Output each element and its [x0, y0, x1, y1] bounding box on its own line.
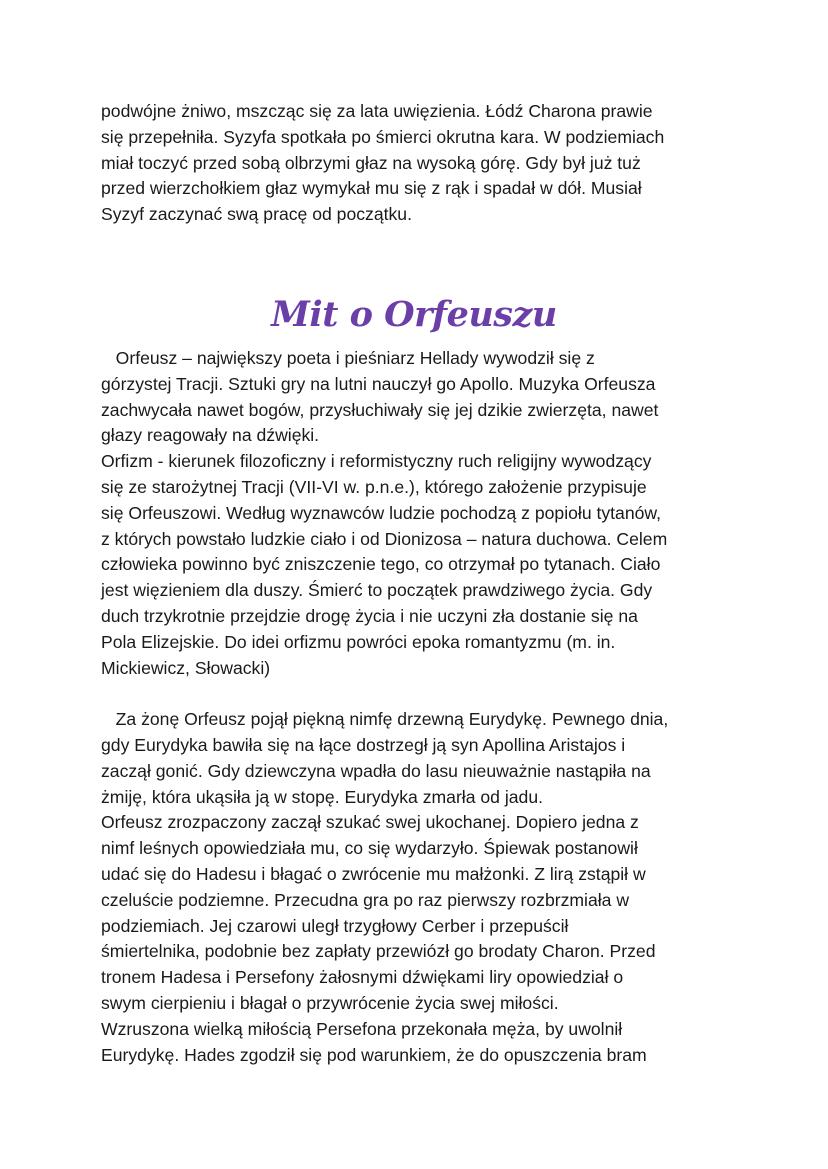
text-line: Mickiewicz, Słowacki) — [101, 657, 271, 678]
text-line: Syzyf zaczynać swą pracę od początku. — [101, 204, 412, 225]
text-line: udać się do Hadesu i błagać o zwrócenie mu małżonki. Z lirą zstąpił w — [101, 863, 646, 884]
paragraph-5 — [101, 1017, 741, 1069]
text-line: zachwycała nawet bogów, przysłuchiwały się jej dzikie zwierzęta, nawet — [101, 399, 659, 420]
text-line: miał toczyć przed sobą olbrzymi głaz na wysoką górę. Gdy był już tuż — [101, 152, 641, 173]
text-line: czeluście podziemne. Przecudna gra po raz pierwszy rozbrzmiała w — [101, 889, 630, 910]
paragraph-4 — [101, 810, 741, 1016]
text-line: z których powstało ludzkie ciało i od Dionizosa – natura duchowa. Celem — [101, 528, 668, 549]
text-line: Za żonę Orfeusz pojął piękną nimfę drzewną Eurydykę. Pewnego dnia, — [101, 709, 669, 730]
paragraph-1 — [101, 346, 741, 449]
text-line: żmiję, która ukąsiła ją w stopę. Eurydyka zmarła od jadu. — [101, 786, 543, 807]
paragraph-3 — [101, 707, 741, 810]
text-line: podwójne żniwo, mszcząc się za lata uwięzienia. Łódź Charona prawie — [101, 101, 653, 121]
paragraph-2 — [101, 449, 741, 681]
text-line: przed wierzchołkiem głaz wymykał mu się z rąk i spadał w dół. Musiał — [101, 178, 642, 199]
text-line: gdy Eurydyka bawiła się na łące dostrzegł ją syn Apollina Aristajos i — [101, 734, 626, 755]
text-line: Wzruszona wielką miłością Persefona przekonała męża, by uwolnił — [101, 1018, 623, 1039]
text-line: nimf leśnych opowiedziała mu, co się wydarzyło. Śpiewak postanowił — [101, 838, 638, 859]
text-line: duch trzykrotnie przejdzie drogę życia i nie uczyni zła dostanie się na — [101, 605, 638, 626]
text-line: tronem Hadesa i Persefony żałosnymi dźwiękami liry opowiedział o — [101, 967, 624, 988]
text-line: się Orfeuszowi. Według wyznawców ludzie pochodzą z popiołu tytanów, — [101, 502, 662, 523]
text-line: głazy reagowały na dźwięki. — [101, 425, 320, 446]
text-line: swym cierpieniu i błagał o przywrócenie życia swej miłości. — [101, 992, 559, 1013]
text-line: Orfeusz – największy poeta i pieśniarz Hellady wywodził się z — [101, 348, 595, 368]
text-line: górzystej Tracji. Sztuki gry na lutni nauczył go Apollo. Muzyka Orfeusza — [101, 373, 656, 394]
paragraph-spacer — [101, 681, 741, 707]
section-body — [101, 346, 741, 1068]
intro-paragraph — [101, 99, 741, 228]
section-title: Mit o Orfeuszu — [271, 294, 557, 335]
text-line: się ze starożytnej Tracji (VII-VI w. p.n.e.), którego założenie przypisuje — [101, 476, 647, 497]
text-line: się przepełniła. Syzyfa spotkała po śmierci okrutna kara. W podziemiach — [101, 126, 665, 147]
text-line: człowieka powinno być zniszczenie tego, co otrzymał po tytanach. Ciało — [101, 554, 661, 575]
text-line: śmiertelnika, podobnie bez zapłaty przewiózł go brodaty Charon. Przed — [101, 941, 656, 962]
text-line: zaczął gonić. Gdy dziewczyna wpadła do lasu nieuważnie nastąpiła na — [101, 760, 651, 781]
text-line: jest więzieniem dla duszy. Śmierć to początek prawdziwego życia. Gdy — [101, 580, 653, 601]
text-line: Orfizm - kierunek filozoficzny i reformistyczny ruch religijny wywodzący — [101, 451, 652, 472]
text-line: podziemiach. Jej czarowi uległ trzygłowy Cerber i przepuścił — [101, 915, 569, 936]
text-line: Pola Elizejskie. Do idei orfizmu powróci epoka romantyzmu (m. in. — [101, 631, 616, 652]
text-line: Eurydykę. Hades zgodził się pod warunkiem, że do opuszczenia bram — [101, 1044, 647, 1065]
text-line: Orfeusz zrozpaczony zaczął szukać swej ukochanej. Dopiero jedna z — [101, 812, 639, 833]
